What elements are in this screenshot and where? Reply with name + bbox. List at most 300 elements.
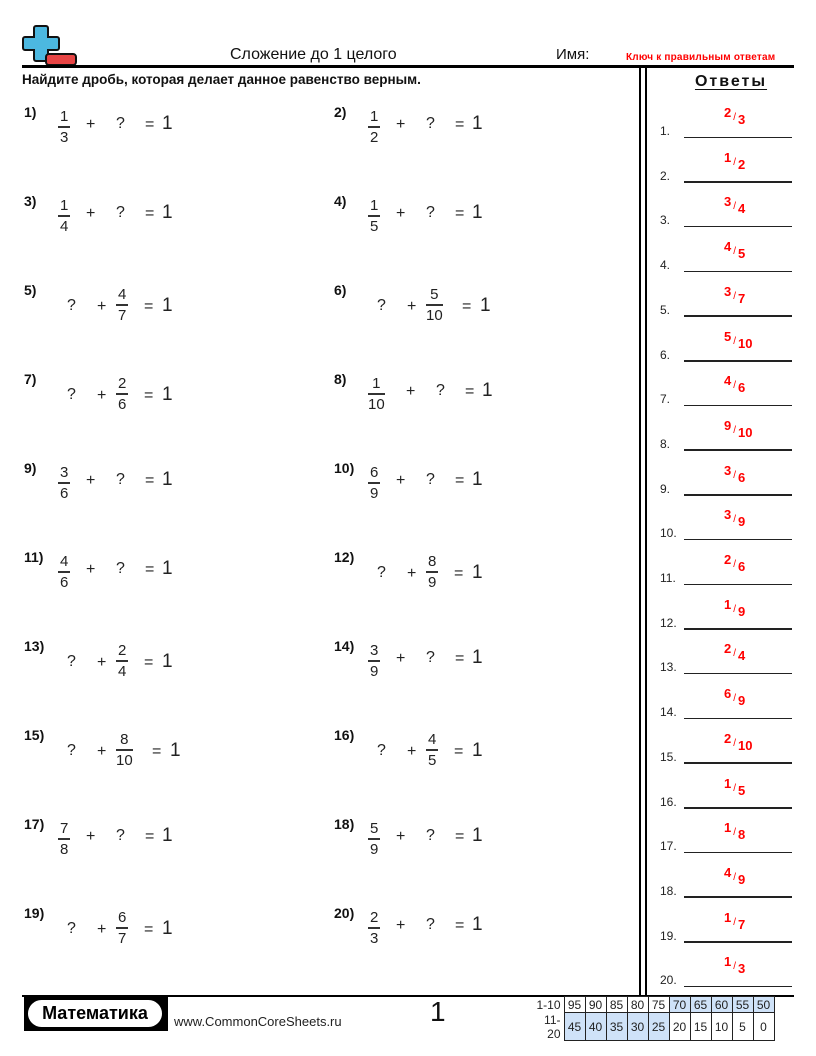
- plus-sign: +: [97, 298, 107, 315]
- known-fraction: [368, 464, 380, 502]
- answer-line-6[interactable]: [660, 328, 792, 362]
- problem-18: [334, 816, 624, 876]
- numerator: 6: [118, 909, 127, 926]
- unknown-fraction: ?: [426, 916, 435, 933]
- unknown-fraction: ?: [116, 204, 125, 221]
- denominator: 4: [60, 217, 69, 235]
- equals-sign: =: [455, 650, 465, 667]
- score-cell: 70: [669, 997, 690, 1013]
- equals-sign: =: [144, 654, 154, 671]
- answer-numerator: 2: [724, 641, 732, 657]
- result-value: 1: [162, 558, 173, 579]
- answer-number: 11.: [660, 571, 676, 585]
- plus-sign: +: [396, 650, 406, 667]
- fraction-bar: [368, 393, 385, 395]
- answer-underline: [684, 762, 792, 764]
- answer-slash: /: [733, 514, 737, 526]
- problem-number: 19): [24, 905, 45, 921]
- known-fraction: [426, 286, 443, 324]
- answer-number: 5.: [660, 302, 671, 317]
- name-label: Имя:: [556, 46, 590, 63]
- plus-sign: +: [97, 387, 107, 404]
- problem-number: 16): [334, 727, 355, 743]
- answer-numerator: 1: [724, 820, 732, 836]
- equals-sign: =: [462, 298, 472, 315]
- answer-line-5[interactable]: [660, 283, 792, 317]
- answer-line-4[interactable]: [660, 239, 792, 273]
- answer-denominator: 9: [738, 693, 746, 709]
- score-cell: 55: [732, 997, 753, 1013]
- answer-number: 10.: [660, 526, 677, 541]
- answer-slash: /: [733, 469, 737, 481]
- answer-number: 18.: [660, 883, 677, 898]
- answer-value: [724, 105, 746, 127]
- answer-numerator: 4: [724, 239, 732, 255]
- answer-value: [724, 864, 746, 887]
- result-value: 1: [472, 647, 483, 668]
- answer-denominator: 8: [738, 827, 746, 843]
- answer-slash: /: [733, 603, 737, 615]
- score-cell: 0: [753, 1013, 774, 1041]
- plus-sign: +: [97, 654, 107, 671]
- score-cell: 60: [711, 997, 732, 1013]
- answer-underline: [684, 181, 792, 183]
- answer-denominator: 7: [738, 290, 746, 306]
- problem-14: [334, 638, 624, 698]
- website-link[interactable]: www.CommonCoreSheets.ru: [174, 1014, 342, 1029]
- unknown-fraction: ?: [436, 382, 445, 399]
- equals-sign: =: [144, 921, 154, 938]
- score-cell: 65: [690, 997, 711, 1013]
- answer-numerator: 3: [724, 462, 732, 478]
- result-value: 1: [472, 113, 483, 134]
- equals-sign: =: [454, 743, 464, 760]
- denominator: 6: [60, 573, 69, 591]
- denominator: 5: [370, 217, 379, 235]
- known-fraction: [116, 642, 128, 680]
- fraction-bar: [58, 838, 70, 840]
- problem-9: [24, 460, 314, 520]
- answer-numerator: 4: [724, 373, 732, 389]
- equals-sign: =: [455, 116, 465, 133]
- answer-slash: /: [733, 693, 737, 705]
- score-table: [528, 996, 775, 1041]
- problem-8: [334, 371, 624, 431]
- answer-underline: [684, 896, 792, 898]
- answer-numerator: 3: [724, 507, 732, 523]
- numerator: 4: [118, 286, 127, 303]
- unknown-fraction: ?: [377, 742, 386, 759]
- answer-denominator: 7: [738, 916, 746, 932]
- answer-slash: /: [733, 424, 737, 436]
- answer-underline: [684, 718, 792, 720]
- answer-line-12[interactable]: [660, 596, 792, 630]
- result-value: 1: [162, 651, 173, 672]
- answer-numerator: 3: [724, 283, 732, 299]
- answer-number: 13.: [660, 660, 677, 675]
- numerator: 4: [428, 731, 437, 748]
- fraction-bar: [368, 660, 380, 662]
- score-row-label: 11-20: [544, 1012, 561, 1041]
- problem-number: 15): [24, 727, 45, 743]
- known-fraction: [426, 731, 438, 769]
- answer-number: 9.: [660, 481, 671, 496]
- answer-value: [724, 373, 746, 396]
- answer-denominator: 3: [738, 961, 746, 977]
- denominator: 10: [116, 751, 133, 769]
- problem-10: [334, 460, 624, 520]
- answer-underline: [684, 226, 792, 228]
- plus-sign: +: [396, 116, 406, 133]
- result-value: 1: [162, 113, 173, 134]
- problem-6: [334, 282, 624, 342]
- answer-line-8[interactable]: [660, 417, 792, 451]
- unknown-fraction: ?: [377, 297, 386, 314]
- numerator: 1: [370, 197, 379, 214]
- answer-numerator: 1: [724, 954, 732, 970]
- equals-sign: =: [145, 116, 155, 133]
- problem-number: 7): [24, 371, 37, 387]
- result-value: 1: [162, 384, 173, 405]
- answer-slash: /: [733, 156, 737, 168]
- score-cell: 75: [648, 997, 669, 1013]
- known-fraction: [58, 464, 70, 502]
- unknown-fraction: ?: [426, 827, 435, 844]
- problem-20: [334, 905, 624, 965]
- unknown-fraction: ?: [116, 827, 125, 844]
- header-rule: [22, 65, 794, 68]
- answer-value: [724, 239, 746, 262]
- numerator: 1: [370, 108, 379, 125]
- answer-underline: [684, 941, 792, 943]
- fraction-bar: [116, 749, 133, 751]
- denominator: 3: [60, 128, 69, 146]
- answer-value: [724, 596, 746, 619]
- answer-line-16[interactable]: [660, 775, 792, 809]
- answer-number: 2.: [660, 168, 671, 183]
- answer-slash: /: [733, 201, 737, 213]
- score-row: [528, 997, 774, 1013]
- answer-line-9[interactable]: [660, 462, 792, 496]
- answer-line-2[interactable]: [660, 149, 792, 183]
- equals-sign: =: [454, 565, 464, 582]
- problem-number: 1): [24, 104, 37, 120]
- denominator: 5: [428, 751, 437, 769]
- answer-underline: [684, 628, 792, 630]
- result-value: 1: [480, 295, 491, 316]
- answer-number: 16.: [660, 794, 677, 809]
- plus-sign: +: [86, 472, 96, 489]
- answer-number: 15.: [660, 749, 677, 764]
- answer-value: [724, 552, 746, 574]
- known-fraction: [116, 909, 128, 947]
- known-fraction: [368, 108, 380, 146]
- answer-denominator: 9: [738, 514, 746, 530]
- unknown-fraction: ?: [67, 297, 76, 314]
- answer-column-divider: [645, 66, 647, 996]
- numerator: 3: [370, 642, 379, 659]
- denominator: 7: [118, 929, 127, 947]
- answer-denominator: 6: [738, 380, 746, 396]
- problem-1: [24, 104, 314, 164]
- answer-slash: /: [733, 648, 737, 660]
- fraction-bar: [368, 927, 380, 929]
- known-fraction: [58, 108, 70, 146]
- result-value: 1: [162, 295, 173, 316]
- answer-value: [724, 283, 746, 306]
- worksheet-title: Сложение до 1 целого: [230, 46, 397, 63]
- problem-number: 10): [334, 460, 355, 476]
- numerator: 5: [370, 820, 379, 837]
- plus-sign: +: [97, 921, 107, 938]
- answer-underline: [684, 673, 792, 675]
- numerator: 8: [428, 553, 437, 570]
- plus-sign: +: [396, 205, 406, 222]
- score-cell: 90: [585, 997, 606, 1013]
- problem-17: [24, 816, 314, 876]
- denominator: 7: [118, 306, 127, 324]
- unknown-fraction: ?: [67, 386, 76, 403]
- plus-sign: +: [396, 472, 406, 489]
- fraction-bar: [426, 571, 438, 573]
- answer-numerator: 1: [724, 149, 732, 165]
- answer-line-11[interactable]: [660, 552, 792, 585]
- fraction-bar: [116, 660, 128, 662]
- problem-number: 14): [334, 638, 355, 654]
- answer-line-7[interactable]: [660, 373, 792, 407]
- problem-number: 9): [24, 460, 37, 476]
- answer-denominator: 5: [738, 782, 746, 798]
- answer-line-13[interactable]: [660, 641, 792, 675]
- known-fraction: [426, 553, 438, 591]
- fraction-bar: [58, 571, 70, 573]
- answer-slash: /: [733, 916, 737, 928]
- numerator: 6: [370, 464, 379, 481]
- problem-7: [24, 371, 314, 431]
- answer-underline: [684, 449, 792, 451]
- answer-underline: [684, 584, 792, 586]
- problem-16: [334, 727, 624, 787]
- fraction-bar: [116, 927, 128, 929]
- denominator: 9: [370, 840, 379, 858]
- brand-label: Математика: [28, 1000, 162, 1027]
- numerator: 2: [370, 909, 379, 926]
- answer-number: 8.: [660, 436, 671, 451]
- answer-value: [724, 775, 746, 798]
- answer-underline: [684, 137, 792, 139]
- result-value: 1: [162, 202, 173, 223]
- instructions: Найдите дробь, которая делает данное равенство верным.: [22, 72, 421, 87]
- problem-number: 18): [334, 816, 355, 832]
- answer-slash: /: [733, 335, 737, 347]
- answer-value: [724, 328, 753, 351]
- answer-value: [724, 954, 746, 977]
- answer-line-15[interactable]: [660, 730, 792, 764]
- answer-denominator: 4: [738, 201, 746, 217]
- answer-line-20[interactable]: [660, 954, 792, 988]
- known-fraction: [116, 375, 128, 413]
- problem-number: 3): [24, 193, 37, 209]
- plus-sign: +: [407, 565, 417, 582]
- equals-sign: =: [144, 387, 154, 404]
- fraction-bar: [426, 304, 443, 306]
- answer-value: [724, 462, 746, 485]
- problem-3: [24, 193, 314, 253]
- problem-number: 17): [24, 816, 45, 832]
- answer-numerator: 2: [724, 105, 732, 120]
- answer-slash: /: [733, 827, 737, 839]
- problem-number: 5): [24, 282, 37, 298]
- score-row: [528, 1013, 774, 1041]
- answer-line-10[interactable]: [660, 507, 792, 541]
- denominator: 4: [118, 662, 127, 680]
- score-cell: 15: [690, 1013, 711, 1041]
- unknown-fraction: ?: [116, 471, 125, 488]
- answer-line-14[interactable]: [660, 686, 792, 720]
- score-cell: 25: [648, 1013, 669, 1041]
- fraction-bar: [58, 126, 70, 128]
- plus-sign: +: [407, 298, 417, 315]
- answer-underline: [684, 494, 792, 496]
- answer-denominator: 10: [738, 424, 753, 440]
- answer-number: 7.: [660, 392, 671, 407]
- numerator: 3: [60, 464, 69, 481]
- answer-number: 1.: [660, 124, 671, 138]
- plus-sign: +: [406, 383, 416, 400]
- unknown-fraction: ?: [67, 920, 76, 937]
- score-cell: 40: [585, 1013, 606, 1041]
- answer-line-1[interactable]: [660, 105, 792, 138]
- score-cell: 30: [627, 1013, 648, 1041]
- fraction-bar: [58, 215, 70, 217]
- brand-badge: [24, 996, 168, 1031]
- answer-denominator: 10: [738, 335, 753, 351]
- unknown-fraction: ?: [377, 564, 386, 581]
- score-cell: 5: [732, 1013, 753, 1041]
- answer-underline: [684, 807, 792, 809]
- fraction-bar: [116, 393, 128, 395]
- fraction-bar: [368, 126, 380, 128]
- known-fraction: [116, 731, 133, 769]
- denominator: 3: [370, 929, 379, 947]
- answer-slash: /: [733, 380, 737, 392]
- known-fraction: [116, 286, 128, 324]
- score-cell: 85: [606, 997, 627, 1013]
- answer-underline: [684, 360, 792, 362]
- result-value: 1: [482, 380, 493, 401]
- answer-slash: /: [733, 871, 737, 883]
- answer-value: [724, 194, 746, 217]
- unknown-fraction: ?: [426, 115, 435, 132]
- answer-numerator: 1: [724, 775, 732, 791]
- score-row-label: 1-10: [536, 997, 561, 1012]
- answer-numerator: 4: [724, 864, 732, 880]
- problem-number: 4): [334, 193, 347, 209]
- problem-15: [24, 727, 314, 787]
- numerator: 4: [60, 553, 69, 570]
- result-value: 1: [162, 918, 173, 939]
- answer-number: 6.: [660, 347, 671, 362]
- score-cell: 80: [627, 997, 648, 1013]
- problem-number: 13): [24, 638, 45, 654]
- numerator: 2: [118, 375, 127, 392]
- answer-value: [724, 686, 746, 709]
- denominator: 2: [370, 128, 379, 146]
- denominator: 10: [368, 395, 385, 413]
- score-cell: 50: [753, 997, 774, 1013]
- answer-number: 3.: [660, 213, 671, 228]
- answer-line-3[interactable]: [660, 194, 792, 228]
- numerator: 1: [372, 375, 381, 392]
- score-cell: 20: [669, 1013, 690, 1041]
- problem-number: 11): [24, 549, 44, 565]
- answer-value: [724, 417, 753, 440]
- equals-sign: =: [455, 472, 465, 489]
- unknown-fraction: ?: [116, 115, 125, 132]
- answer-number: 14.: [660, 705, 677, 720]
- answer-column-divider: [639, 66, 641, 996]
- result-value: 1: [472, 202, 483, 223]
- result-value: 1: [170, 740, 181, 761]
- answer-denominator: 3: [738, 112, 746, 127]
- problem-number: 12): [334, 549, 355, 565]
- answer-numerator: 2: [724, 552, 732, 567]
- answer-line-18[interactable]: [660, 864, 792, 898]
- unknown-fraction: ?: [426, 649, 435, 666]
- answer-denominator: 9: [738, 871, 746, 887]
- known-fraction: [58, 820, 70, 858]
- fraction-bar: [368, 215, 380, 217]
- plus-sign: +: [396, 828, 406, 845]
- answer-denominator: 4: [738, 648, 746, 664]
- equals-sign: =: [455, 828, 465, 845]
- problem-4: [334, 193, 624, 253]
- answer-underline: [684, 405, 792, 407]
- score-cell: 35: [606, 1013, 627, 1041]
- denominator: 9: [370, 484, 379, 502]
- equals-sign: =: [145, 828, 155, 845]
- known-fraction: [368, 375, 385, 413]
- problem-number: 6): [334, 282, 347, 298]
- answer-numerator: 3: [724, 194, 732, 210]
- answer-line-17[interactable]: [660, 820, 792, 854]
- numerator: 8: [120, 731, 129, 748]
- answer-value: [724, 909, 746, 932]
- equals-sign: =: [144, 298, 154, 315]
- plus-sign: +: [407, 743, 417, 760]
- answer-denominator: 9: [738, 603, 746, 619]
- answer-denominator: 6: [738, 559, 746, 574]
- fraction-bar: [368, 838, 380, 840]
- denominator: 8: [60, 840, 69, 858]
- answer-number: 20.: [660, 973, 677, 988]
- answer-key-label: Ключ к правильным ответам: [626, 52, 776, 63]
- answer-line-19[interactable]: [660, 909, 792, 943]
- answer-denominator: 2: [738, 156, 746, 172]
- answer-value: [724, 820, 746, 843]
- equals-sign: =: [152, 743, 162, 760]
- answer-number: 17.: [660, 839, 677, 854]
- answer-value: [724, 507, 746, 530]
- unknown-fraction: ?: [426, 204, 435, 221]
- numerator: 1: [60, 197, 69, 214]
- answer-underline: [684, 271, 792, 273]
- denominator: 6: [118, 395, 127, 413]
- score-cell: 95: [564, 997, 585, 1013]
- problem-11: [24, 549, 314, 609]
- problem-13: [24, 638, 314, 698]
- answer-number: 4.: [660, 258, 671, 273]
